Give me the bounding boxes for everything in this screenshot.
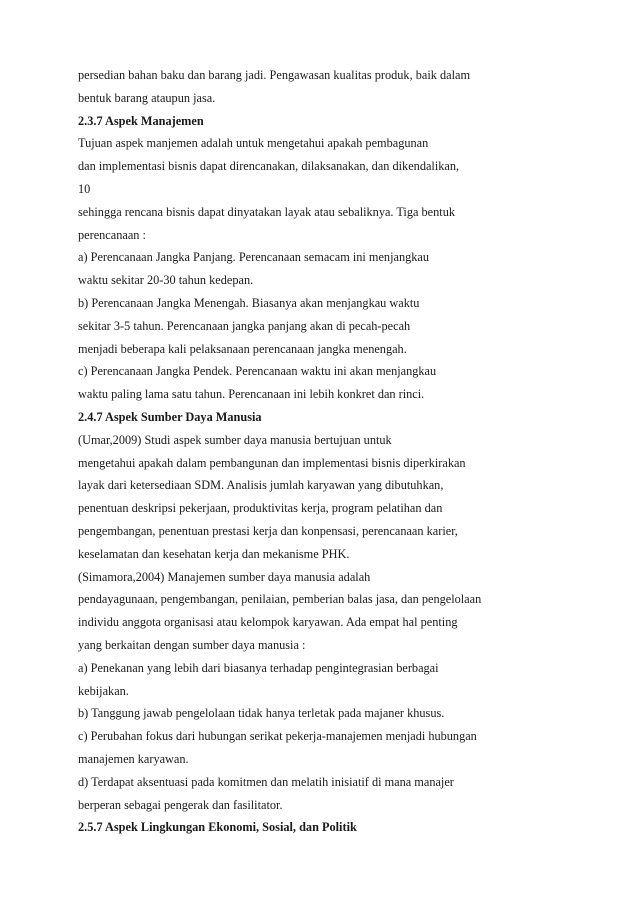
text-line: waktu sekitar 20-30 tahun kedepan. bbox=[78, 273, 254, 288]
text-line: c) Perubahan fokus dari hubungan serikat pekerja-manajemen menjadi hubungan bbox=[78, 729, 477, 744]
text-line: d) Terdapat aksentuasi pada komitmen dan melatih inisiatif di mana manajer bbox=[78, 774, 454, 789]
text-line: a) Perencanaan Jangka Panjang. Perencanaan semacam ini menjangkau bbox=[78, 250, 429, 265]
text-line: individu anggota organisasi atau kelompok karyawan. Ada empat hal penting bbox=[78, 615, 458, 630]
text-line: waktu paling lama satu tahun. Perencanaan ini lebih konkret dan rinci. bbox=[78, 387, 425, 402]
text-line: pengembangan, penentuan prestasi kerja dan konpensasi, perencanaan karier, bbox=[78, 523, 458, 538]
text-line: 10 bbox=[78, 181, 91, 196]
text-line: kebijakan. bbox=[78, 683, 129, 698]
text-line: persedian bahan baku dan barang jadi. Pengawasan kualitas produk, baik dalam bbox=[78, 68, 471, 82]
text-line: keselamatan dan kesehatan kerja dan mekanisme PHK. bbox=[78, 546, 350, 561]
text-line: dan implementasi bisnis dapat direncanakan, dilaksanakan, dan dikendalikan, bbox=[78, 159, 460, 174]
text-line: a) Penekanan yang lebih dari biasanya terhadap pengintegrasian berbagai bbox=[78, 660, 439, 675]
text-line: mengetahui apakah dalam pembangunan dan implementasi bisnis diperkirakan bbox=[78, 455, 466, 470]
document-page bbox=[78, 64, 558, 839]
text-line: perencanaan : bbox=[78, 227, 146, 242]
section-heading: 2.5.7 Aspek Lingkungan Ekonomi, Sosial, dan Politik bbox=[78, 820, 357, 835]
section-heading: 2.4.7 Aspek Sumber Daya Manusia bbox=[78, 409, 262, 424]
text-line: layak dari ketersediaan SDM. Analisis jumlah karyawan yang dibutuhkan, bbox=[78, 478, 444, 493]
text-line: berperan sebagai pengerak dan fasilitator. bbox=[78, 797, 283, 812]
text-line: b) Tanggung jawab pengelolaan tidak hanya terletak pada majaner khusus. bbox=[78, 706, 445, 721]
text-line: c) Perencanaan Jangka Pendek. Perencanaan waktu ini akan menjangkau bbox=[78, 364, 437, 379]
text-line: penentuan deskripsi pekerjaan, produktivitas kerja, program pelatihan dan bbox=[78, 501, 443, 516]
text-line: (Simamora,2004) Manajemen sumber daya manusia adalah bbox=[78, 569, 371, 584]
text-line: bentuk barang ataupun jasa. bbox=[78, 90, 216, 105]
text-line: sekitar 3-5 tahun. Perencanaan jangka panjang akan di pecah-pecah bbox=[78, 318, 411, 333]
text-line: b) Perencanaan Jangka Menengah. Biasanya akan menjangkau waktu bbox=[78, 295, 420, 310]
text-line: menjadi beberapa kali pelaksanaan perencanaan jangka menengah. bbox=[78, 341, 407, 356]
section-heading: 2.3.7 Aspek Manajemen bbox=[78, 113, 204, 128]
text-line: sehingga rencana bisnis dapat dinyatakan layak atau sebaliknya. Tiga bentuk bbox=[78, 204, 456, 219]
text-line: pendayagunaan, pengembangan, penilaian, pemberian balas jasa, dan pengelolaan bbox=[78, 592, 482, 607]
text-line: manajemen karyawan. bbox=[78, 751, 189, 766]
text-line: (Umar,2009) Studi aspek sumber daya manusia bertujuan untuk bbox=[78, 432, 392, 447]
text-line: Tujuan aspek manjemen adalah untuk mengetahui apakah pembagunan bbox=[78, 136, 429, 151]
text-line: yang berkaitan dengan sumber daya manusia : bbox=[78, 637, 306, 652]
